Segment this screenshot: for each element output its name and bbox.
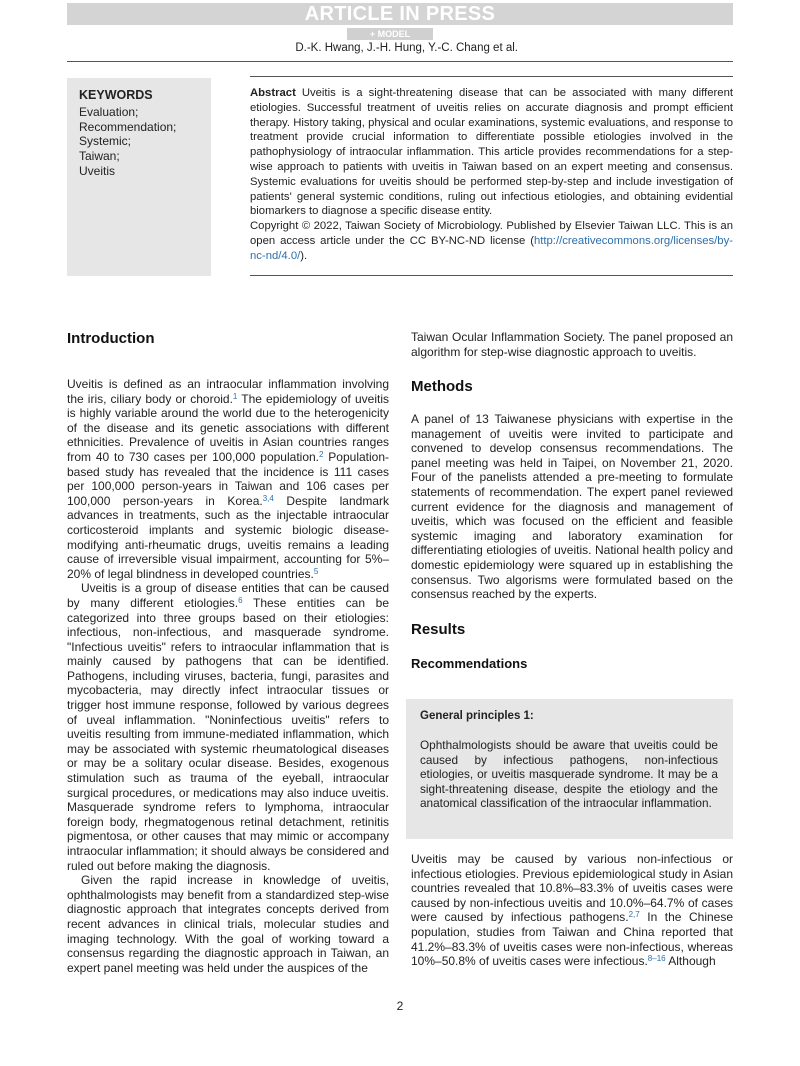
abstract: [250, 86, 733, 264]
citation-link[interactable]: 3,4: [262, 493, 274, 503]
methods-heading: Methods: [411, 378, 473, 395]
citation-link[interactable]: 5: [313, 566, 319, 576]
intro-paragraph-1: Uveitis is defined as an intraocular inflammation involving the iris, ciliary body or choroid.$^1$ The epidemiology of uveitis is highly variable around the world due to the heterogenicity of the disease and its genetic associations with different ethnicities. Prevalence of uveitis in Asian countries ranges from 40 to 730 cases per 100,000 population.$^2$ Population-based study has revealed that the incidence is 111 cases per 100,000 person-years in Taiwan and 106 cases per 100,000 person-years in Korea.$^{3,4}$ Despite landmark advances in treatments, such as the injectable intraocular corticosteroid implants and systemic biologic disease-modifying anti-rheumatic drugs, uveitis remains a leading cause of irreversible visual impairment, accounting for 5%–20% of legal blindness in developed countries.$^5$: [67, 377, 389, 581]
license-link[interactable]: http://creativecommons.org/licenses/by-nc-nd/4.0/: [250, 234, 733, 262]
citation-link[interactable]: 8–16: [647, 954, 666, 964]
intro-paragraph-2: Uveitis is a group of disease entities that can be caused by many different etiologies.$^6$ These entities can be categorized into three groups based on their etiologies: infectious, non-infectious, and masquerade syndrome. "Infectious uveitis" refers to intraocular inflammation that is mainly caused by pathogens that can be identified. Pathogens, including viruses, bacteria, fungi, parasites and mycobacteria, may directly infect intraocular tissues or trigger host immune response, followed by various degrees of uveal inflammation. "Noninfectious uveitis" refers to uveitis resulting from immune-mediated inflammation, which may be associated with systemic rheumatological diseases or may be a solitary ocular disease. Besides, exogenous stimulation such as trauma of the eyeball, intraocular surgical procedures, or medications may also induce uveitis. Masquerade syndrome refers to lymphoma, intraocular foreign body, rhegmatogenous retinal detachment, retinitis pigmentosa, or other causes that may mimic or accompany intraocular inflammation; it should always be considered and ruled out before making the diagnosis.: [67, 581, 389, 873]
keyword-item: Systemic;: [79, 134, 132, 149]
header-rule: [67, 61, 733, 62]
intro-paragraph-3-continued: Taiwan Ocular Inflammation Society. The panel proposed an algorithm for step-wise diagnostic approach to uveitis.: [411, 330, 733, 359]
keyword-item: Recommendation;: [79, 119, 177, 134]
running-header-authors: D.-K. Hwang, J.-H. Hung, Y.-C. Chang et al.: [295, 42, 518, 54]
results-body: [411, 852, 733, 969]
introduction-body: [67, 377, 389, 975]
general-principles-text: Ophthalmologists should be aware that uveitis could be caused by infectious pathogens, non-infectious etiologies, or uveitis masquerade syndrome. It may be a sight-threatening disease, despite the etiology and the anatomical classification of the intraocular inflammation.: [420, 738, 718, 811]
introduction-heading: Introduction: [67, 330, 155, 347]
keyword-item: Taiwan;: [79, 149, 120, 164]
results-heading: Results: [411, 621, 466, 638]
intro-paragraph-3: Given the rapid increase in knowledge of uveitis, ophthalmologists may benefit from a standardized step-wise diagnostic approach that integrates concepts derived from recent advances in clinical trials, molecular studies and imaging technology. With the goal of working toward a consensus regarding the diagnostic approach in Taiwan, an expert panel meeting was held under the auspices of the: [67, 873, 389, 975]
citation-link[interactable]: 2: [319, 449, 324, 459]
citation-link[interactable]: 2,7: [628, 910, 640, 920]
abstract-label: Abstract: [250, 87, 296, 99]
keywords-title: KEYWORDS: [79, 88, 153, 102]
keyword-item: Uveitis: [79, 163, 116, 178]
abstract-bottom-rule: [250, 275, 733, 276]
recommendations-subheading: Recommendations: [411, 656, 528, 671]
keyword-item: Evaluation;: [79, 105, 139, 119]
page-number: 2: [396, 999, 404, 1013]
model-tag: + MODEL: [347, 28, 433, 40]
copyright-end: ).: [300, 249, 308, 262]
citation-link[interactable]: 6: [238, 595, 243, 605]
keywords-list: [79, 105, 176, 179]
article-in-press-banner: ARTICLE IN PRESS: [67, 3, 733, 25]
methods-body: A panel of 13 Taiwanese physicians with expertise in the management of uveitis were invited to participate and convened to develop consensus recommendations. The panel meeting was held in Taipei, on November 21, 2020. Four of the panelists attended a pre-meeting to formulate statements of recommendation. The expert panel reviewed current evidence for the diagnosis and management of uveitis, which was focused on the efficient and feasible systemic imaging and laboratory examination for differentiating etiologies of uveitis. National health policy and domestic epidemiology were squared up in establishing the consensus. Two algorisms were formulated based on the consensus reached by the experts.: [411, 412, 733, 602]
abstract-text: Uveitis is a sight-threatening disease that can be associated with many different etiologies. Successful treatment of uveitis relies on accurate diagnosis and prompt efficient therapy. History taking, physical and ocular examinations, systemic evaluations, and response to treatment provide crucial information to differentiate possible etiologies involved in the pathophysiology of intraocular inflammation. This article provides recommendations for a step-wise approach to patients with uveitis in Taiwan based on an expert meeting and consensus. Systemic evaluations for uveitis should be performed step-by-step and include investigation of patients' general systemic conditions, ruling out infectious etiologies, and obtaining evidential biomarkers to diagnose a specific disease entity.: [250, 87, 733, 218]
copyright-text: Copyright © 2022, Taiwan Society of Microbiology. Published by Elsevier Taiwan LLC. This is an open access article under the CC BY-NC-ND license (: [250, 220, 733, 247]
abstract-top-rule: [250, 76, 733, 77]
general-principles-title: General principles 1:: [420, 710, 534, 722]
citation-link[interactable]: 1: [232, 391, 238, 401]
results-paragraph-1: Uveitis may be caused by various non-infectious or infectious etiologies. Previous epidemiological study in Asian countries revealed that 10.8%–83.3% of uveitis cases were caused by non-infectious uveitis and 10.0%–64.7% of cases were caused by infectious pathogens.$^{2,7}$ In the Chinese population, studies from Taiwan and China reported that 41.2%–83.3% of uveitis cases were non-infectious, whereas 10%–50.8% of uveitis cases were infectious.$^{8-16}$ Although: [411, 852, 734, 969]
